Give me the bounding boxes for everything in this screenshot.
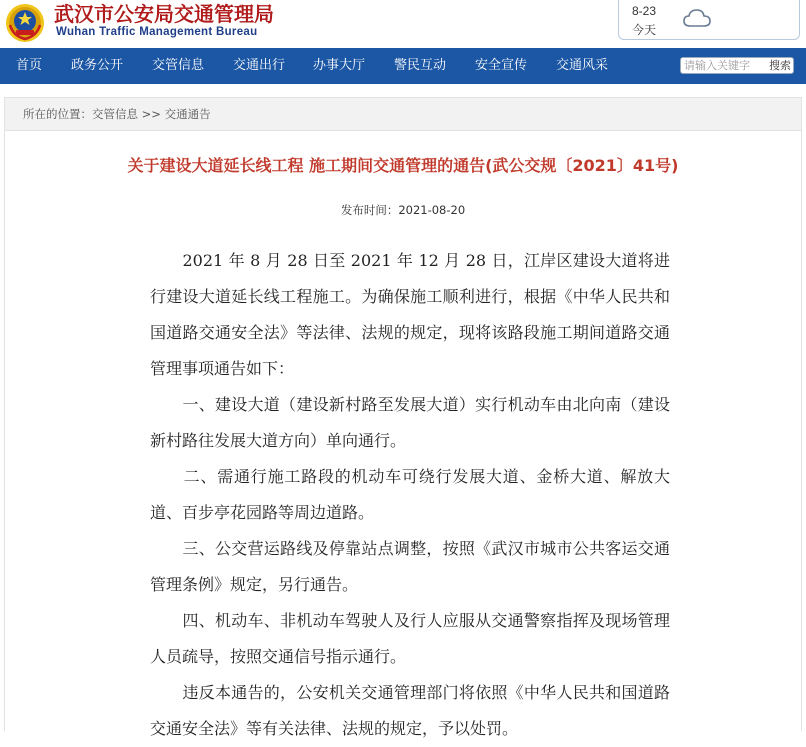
publish-label: 发布时间： [340, 203, 399, 217]
article-paragraph: 一、建设大道（建设新村路至发展大道）实行机动车由北向南（建设新村路往发展大道方向）单向通行。 [150, 395, 670, 450]
breadcrumb-bar [4, 97, 802, 131]
main-nav [0, 48, 806, 84]
police-emblem-icon[interactable] [5, 3, 45, 43]
breadcrumb-separator: >> [138, 107, 165, 121]
nav-item-travel[interactable]: 交通出行 [233, 58, 286, 73]
article-paragraph: 四、机动车、非机动车驾驶人及行人应服从交通警察指挥及现场管理人员疏导，按照交通信号指示通行。 [150, 611, 670, 666]
nav-item-traffic-info[interactable]: 交管信息 [152, 58, 205, 73]
article-paragraph: 违反本通告的，公安机关交通管理部门将依照《中华人民共和国道路交通安全法》等有关法律、法规的规定，予以处罚。 [150, 683, 670, 738]
nav-item-gallery[interactable]: 交通风采 [556, 58, 609, 73]
nav-item-service-hall[interactable]: 办事大厅 [313, 58, 366, 73]
search-button[interactable]: 搜索 [769, 59, 791, 72]
weather-date: 8-23 [632, 4, 657, 18]
breadcrumb-link-traffic-info[interactable]: 交管信息 [92, 107, 138, 121]
article-paragraph: 二、需通行施工路段的机动车可绕行发展大道、金桥大道、解放大道、百步亭花园路等周边道路。 [150, 467, 670, 522]
publish-date [0, 202, 806, 218]
breadcrumb [23, 98, 211, 130]
article-paragraph: 三、公交营运路线及停靠站点调整，按照《武汉市城市公共客运交通管理条例》规定，另行通告。 [150, 539, 670, 594]
nav-item-safety[interactable]: 安全宣传 [475, 58, 528, 73]
publish-date-value: 2021-08-20 [398, 203, 466, 217]
site-subtitle: Wuhan Traffic Management Bureau [56, 26, 258, 38]
article-title: 关于建设大道延长线工程 施工期间交通管理的通告(武公交规〔2021〕41号) [127, 156, 679, 175]
article-paragraph: 2021 年 8 月 28 日至 2021 年 12 月 28 日，江岸区建设大道将进行建设大道延长线工程施工。为确保施工顺利进行，根据《中华人民共和国道路交通安全法》等法律、法规的规定，现将该路段施工期间道路交通管理事项通告如下： [150, 251, 670, 378]
search-input[interactable] [684, 58, 762, 73]
site-title: 武汉市公安局交通管理局 [54, 2, 274, 26]
search-box [680, 57, 794, 74]
nav-item-gov-affairs[interactable]: 政务公开 [71, 58, 124, 73]
breadcrumb-link-traffic-notice[interactable]: 交通通告 [164, 107, 211, 121]
weather-widget [618, 0, 800, 40]
cloud-icon [683, 8, 711, 28]
nav-item-home[interactable]: 首页 [16, 58, 43, 73]
breadcrumb-prefix: 所在的位置： [23, 107, 92, 121]
nav-item-interaction[interactable]: 警民互动 [394, 58, 447, 73]
weather-day: 今天 [632, 23, 657, 37]
site-header [0, 0, 806, 48]
